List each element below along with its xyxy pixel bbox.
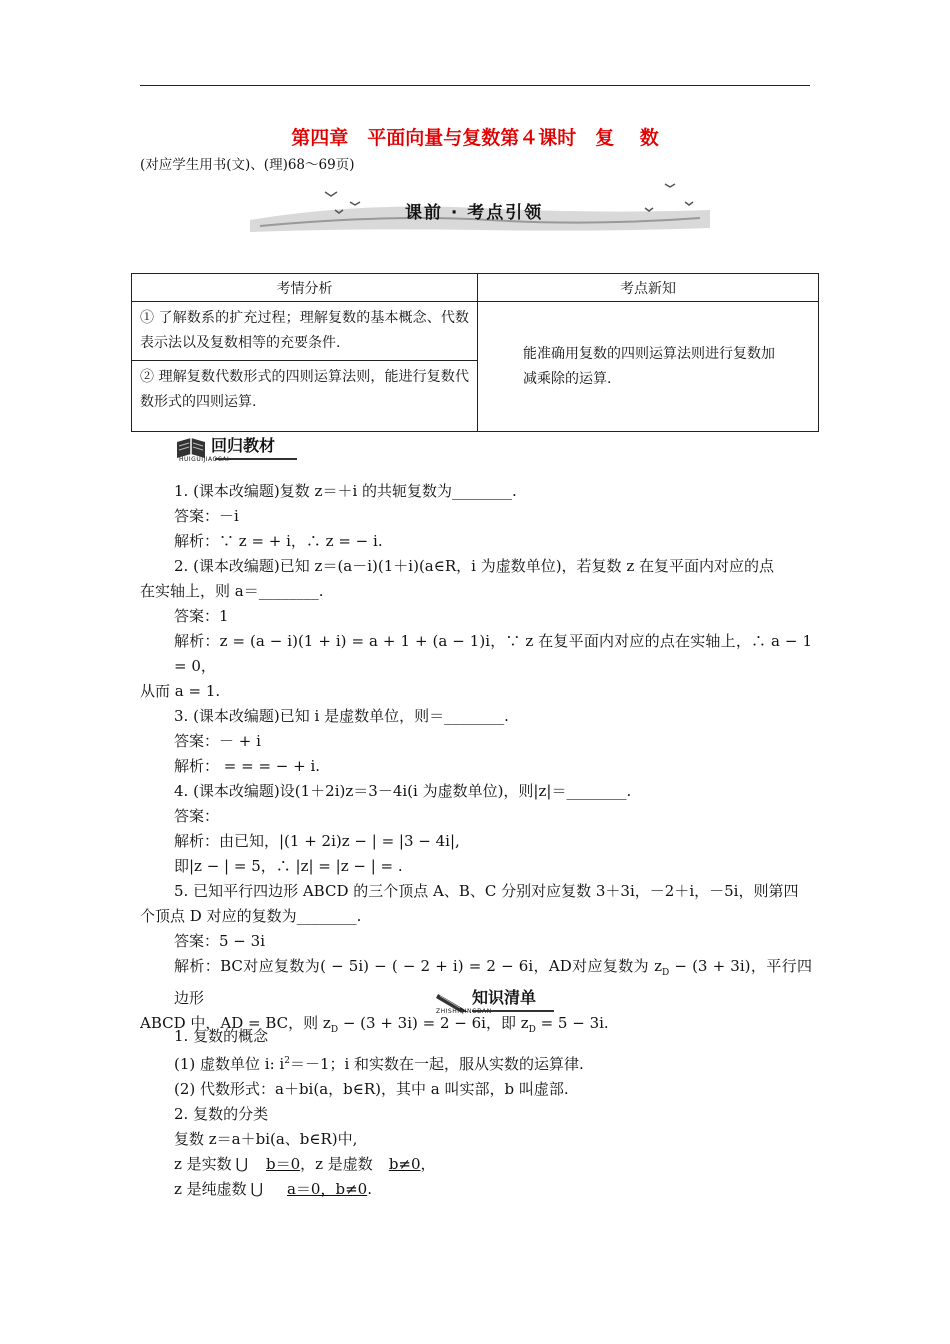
- table-header-left: 考情分析: [132, 274, 478, 302]
- knowledge-heading-2: 2. 复数的分类: [174, 1105, 269, 1123]
- answer-3: 答案：－ + i: [174, 732, 261, 750]
- answer-1: 答案：－i: [174, 507, 239, 525]
- answer-4: 答案：: [174, 807, 220, 825]
- knowledge-line: (2) 代数形式：a＋bi(a，b∈R)，其中 a 叫实部，b 叫虚部.: [174, 1080, 569, 1098]
- questions-block: [140, 479, 812, 1043]
- knowledge-line: (1) 虚数单位 i: $i^2=-1$；i 和实数在一起，服从实数的运算律.: [174, 1055, 584, 1073]
- question-1: 1. (课本改编题)复数 z＝＋i 的共轭复数为________.: [174, 482, 517, 500]
- union-icon: ⋃: [250, 1180, 263, 1198]
- knowledge-line: z 是纯虚数 ⋃ a＝0，b≠0.: [174, 1180, 372, 1198]
- source-note: (对应学生用书(文)、(理)68～69页): [140, 157, 355, 173]
- question-4: 4. (课本改编题)设(1＋2i)z＝3－4i(i 为虚数单位)，则|z|＝________.: [174, 782, 632, 800]
- section-subtitle: ZHISHIQINGDAN: [436, 1008, 492, 1015]
- answer-2: 答案：1: [174, 607, 229, 625]
- analysis-table: [131, 273, 819, 432]
- section-subtitle: HUIGUIJIAOCAI: [179, 456, 230, 463]
- header-rule: [140, 85, 810, 86]
- table-row: ① 了解数系的扩充过程；理解复数的基本概念、代数表示法以及复数相等的充要条件.: [132, 302, 478, 361]
- question-2-line2: 在实轴上，则 a＝________.: [140, 582, 324, 600]
- explanation-2-line2: 从而 a = 1.: [140, 682, 221, 700]
- explanation-3: 解析： = = = − + i.: [174, 757, 321, 775]
- question-3: 3. (课本改编题)已知 i 是虚数单位，则＝________.: [174, 707, 509, 725]
- answer-5: 答案：5 − 3i: [174, 932, 265, 950]
- explanation-5-line2: ABCD 中，AD = BC，则 $z_D - (3 + 3i) = 2 - 6i$，即 $z_D = 5 - 3i$.: [140, 1014, 609, 1035]
- union-icon: ⋃: [235, 1155, 248, 1173]
- explanation-4-line1: 解析：由已知，|(1 + 2i)z − | = |3 − 4i|,: [174, 832, 460, 850]
- knowledge-block: [140, 1024, 812, 1202]
- question-5-line1: 5. 已知平行四边形 ABCD 的三个顶点 A、B、C 分别对应复数 3＋3i，－2＋i，－5i，则第四: [174, 882, 799, 900]
- knowledge-line: 复数 z＝a＋bi(a、b∈R)中,: [174, 1130, 358, 1148]
- knowledge-heading-1: 1. 复数的概念: [174, 1027, 269, 1045]
- section-header-huigui: [175, 428, 300, 462]
- table-row: ② 理解复数代数形式的四则运算法则，能进行复数代数形式的四则运算.: [132, 361, 478, 432]
- explanation-2-line1: 解析：z = (a − i)(1 + i) = a + 1 + (a − 1)i，∵ z 在复平面内对应的点在实轴上，∴ a − 1 = 0，: [174, 632, 812, 675]
- section-title: 回归教材: [211, 436, 276, 455]
- section-title: 知识清单: [472, 988, 537, 1007]
- section-header-zhishi: [436, 980, 556, 1014]
- table-header-right: 考点新知: [478, 274, 819, 302]
- banner-title: 课前 · 考点引领: [405, 203, 544, 223]
- table-right-cell: 能准确用复数的四则运算法则进行复数加减乘除的运算.: [478, 302, 819, 432]
- explanation-1: 解析：∵ z = + i，∴ z = − i.: [174, 532, 383, 550]
- question-2-line1: 2. (课本改编题)已知 z＝(a－i)(1＋i)(a∈R，i 为虚数单位)，若复数 z 在复平面内对应的点: [174, 557, 774, 575]
- explanation-4-line2: 即|z − | = 5，∴ |z| = |z − | = .: [174, 857, 403, 875]
- knowledge-line: z 是实数 ⋃ b＝0，z 是虚数 b≠0，: [174, 1155, 436, 1173]
- question-5-line2: 个顶点 D 对应的复数为________.: [140, 907, 362, 925]
- page-title: 第四章 平面向量与复数第４课时 复 数: [291, 127, 659, 149]
- explanation-5-line1: 解析：BC对应复数为( − 5i) − ( − 2 + i) = 2 − 6i，AD对应复数为 $z_D - (3 + 3i)$，平行四边形: [174, 957, 812, 1007]
